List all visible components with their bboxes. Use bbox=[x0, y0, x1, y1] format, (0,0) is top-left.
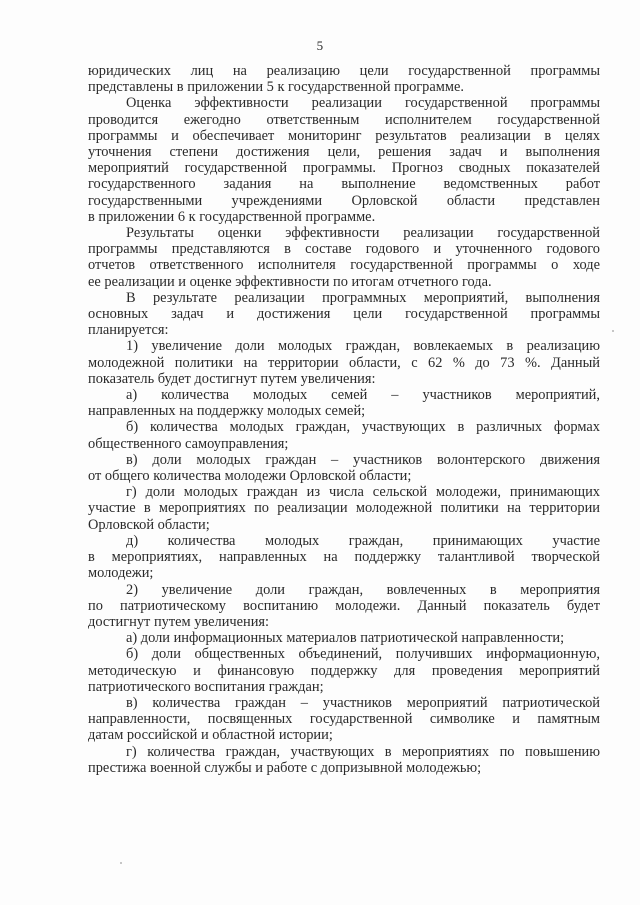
text-line: д) количества молодых граждан, принимающих участие bbox=[126, 532, 600, 549]
paragraph bbox=[88, 338, 600, 387]
paragraph bbox=[88, 484, 600, 533]
text-line: 1) увеличение доли молодых граждан, вовлекаемых в реализацию bbox=[126, 338, 600, 355]
text-line: г) количества граждан, участвующих в мероприятиях по повышению bbox=[126, 743, 600, 760]
text-line: а) доли информационных материалов патриотической направленности; bbox=[126, 630, 565, 647]
text-line: патриотического воспитания граждан; bbox=[88, 678, 324, 695]
text-line: Орловской области; bbox=[88, 516, 210, 533]
paragraph bbox=[88, 290, 600, 339]
paragraph bbox=[88, 630, 600, 646]
text-line: а) количества молодых семей – участников мероприятий, bbox=[126, 387, 600, 404]
paragraph bbox=[88, 646, 600, 695]
text-line: отчетов ответственного исполнителя государственной программы о ходе bbox=[88, 257, 600, 274]
paragraph bbox=[88, 582, 600, 631]
text-line: Результаты оценки эффективности реализации государственной bbox=[126, 225, 600, 242]
text-line: датам российской и областной истории; bbox=[88, 727, 333, 744]
text-line: программы представляются в составе годового и уточненного годового bbox=[88, 241, 600, 258]
text-line: государственного задания на выполнение ведомственных работ bbox=[88, 176, 600, 193]
text-line: основных задач и достижения цели государственной программы bbox=[88, 306, 600, 323]
paragraph bbox=[88, 63, 600, 95]
text-line: направленности, посвященных государственной символике и памятным bbox=[88, 711, 600, 728]
text-line: молодежной политики на территории области, с 62 % до 73 %. Данный bbox=[88, 354, 600, 371]
page-number: 5 bbox=[316, 38, 324, 53]
text-line: направленных на поддержку молодых семей; bbox=[88, 403, 366, 420]
text-line: в приложении 6 к государственной программе. bbox=[88, 208, 376, 225]
text-line: достигнут путем увеличения: bbox=[88, 613, 270, 630]
text-line: в мероприятиях, направленных на поддержку талантливой творческой bbox=[88, 549, 600, 566]
paragraph bbox=[88, 387, 600, 419]
text-line: молодежи; bbox=[88, 565, 154, 582]
text-line: участие в мероприятиях по реализации молодежной политики на территории bbox=[88, 500, 600, 517]
text-line: программы и обеспечивает мониторинг результатов реализации в целях bbox=[88, 127, 600, 144]
paragraph bbox=[88, 419, 600, 451]
text-line: планируется: bbox=[88, 322, 169, 339]
text-line: 2) увеличение доли граждан, вовлеченных в мероприятия bbox=[126, 581, 600, 598]
text-line: б) доли общественных объединений, получивших информационную, bbox=[126, 646, 600, 663]
text-line: показатель будет достигнут путем увеличения: bbox=[88, 370, 376, 387]
text-line: от общего количества молодежи Орловской области; bbox=[88, 468, 412, 485]
text-line: представлены в приложении 5 к государственной программе. bbox=[88, 79, 464, 96]
paragraph bbox=[88, 225, 600, 290]
text-line: по патриотическому воспитанию молодежи. Данный показатель будет bbox=[88, 597, 600, 614]
text-line: престижа военной службы и работе с допризывной молодежью; bbox=[88, 759, 482, 776]
text-line: б) количества молодых граждан, участвующих в различных формах bbox=[126, 419, 600, 436]
text-line: Оценка эффективности реализации государственной программы bbox=[126, 95, 600, 112]
text-line: в) количества граждан – участников мероприятий патриотической bbox=[126, 694, 600, 711]
text-line: в) доли молодых граждан – участников волонтерского движения bbox=[126, 451, 600, 468]
text-line: общественного самоуправления; bbox=[88, 435, 289, 452]
scan-speck bbox=[612, 330, 614, 332]
text-line: проводится ежегодно ответственным исполнителем государственной bbox=[88, 111, 600, 128]
text-line: г) доли молодых граждан из числа сельской молодежи, принимающих bbox=[126, 484, 600, 501]
text-line: ее реализации и оценке эффективности по итогам отчетного года. bbox=[88, 273, 492, 290]
text-line: В результате реализации программных мероприятий, выполнения bbox=[126, 289, 600, 306]
text-line: мероприятий государственной программы. Прогноз сводных показателей bbox=[88, 160, 600, 177]
paragraph bbox=[88, 95, 600, 225]
paragraph bbox=[88, 533, 600, 582]
paragraph bbox=[88, 744, 600, 776]
text-line: уточнения степени достижения цели, решения задач и выполнения bbox=[88, 144, 600, 161]
paragraph bbox=[88, 452, 600, 484]
text-line: государственными учреждениями Орловской области представлен bbox=[88, 192, 600, 209]
paragraph bbox=[88, 695, 600, 744]
document-body bbox=[88, 63, 600, 776]
text-line: методическую и финансовую поддержку для проведения мероприятий bbox=[88, 662, 600, 679]
text-line: юридических лиц на реализацию цели государственной программы bbox=[88, 63, 600, 79]
scan-speck bbox=[120, 862, 122, 864]
